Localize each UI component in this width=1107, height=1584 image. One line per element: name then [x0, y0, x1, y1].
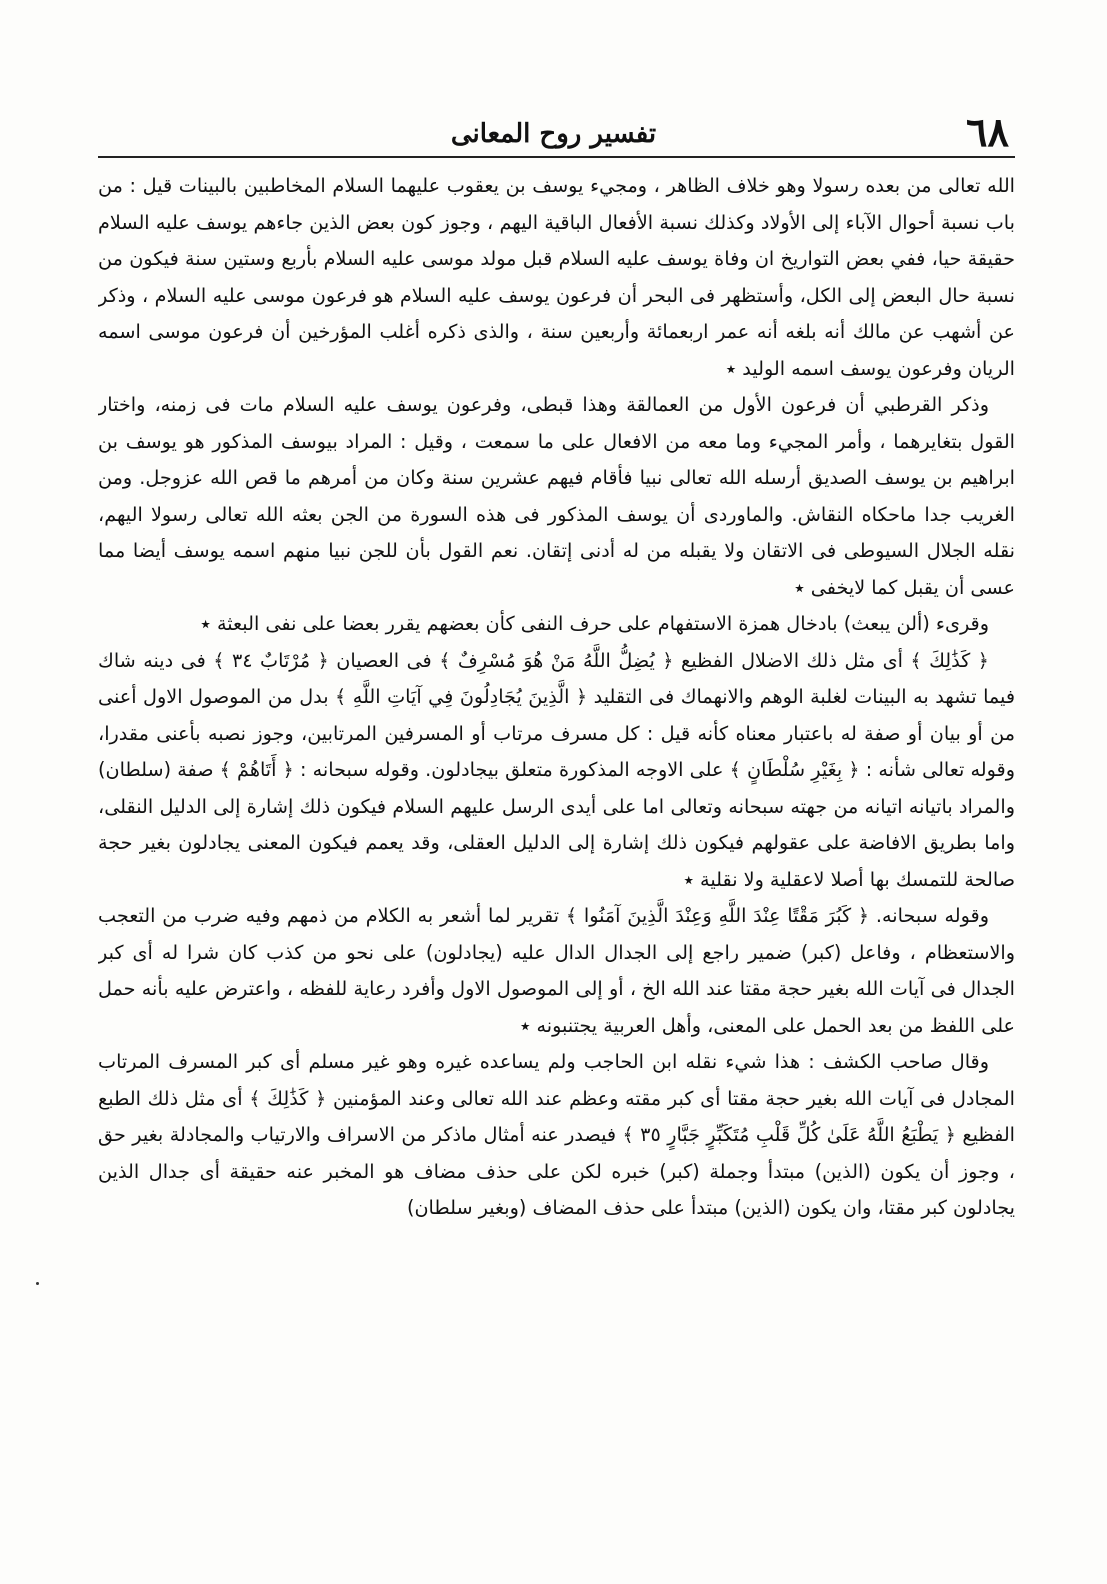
page-body: [98, 168, 1015, 1558]
paragraph: الله تعالى من بعده رسولا وهو خلاف الظاهر ، ومجيء يوسف بن يعقوب عليهما السلام المخاطبين بالبينات قيل : من باب نسبة أحوال الآباء إلى الأولاد وكذلك نسبة الأفعال الباقية اليهم ، وجوز كون بعض الذين جاءهم يوسف عليه السلام حقيقة حيا، ففي بعض التواريخ ان وفاة يوسف عليه السلام قبل مولد موسى عليه السلام بأربع وستين سنة فيكون من نسبة حال البعض إلى الكل، وأستظهر فى البحر أن فرعون يوسف عليه السلام هو فرعون موسى عليه السلام ، وذكر عن أشهب عن مالك أنه بلغه أنه عمر اربعمائة وأربعين سنة ، والذى ذكره أغلب المؤرخين أن فرعون موسى اسمه الريان وفرعون يوسف اسمه الوليد ٭: [98, 174, 1015, 380]
margin-mark: [36, 1282, 39, 1285]
page-header: [98, 110, 1009, 156]
paragraph: وقال صاحب الكشف : هذا شيء نقله ابن الحاجب ولم يساعده غيره وهو غير مسلم أى كبر المسرف المرتاب المجادل فى آيات الله بغير حجة مقتا أى كبر مقته وعظم عند الله تعالى وعند المؤمنين ﴿ كَذَٰلِكَ ﴾ أى مثل ذلك الطبع الفظيع ﴿ يَطْبَعُ اللَّهُ عَلَىٰ كُلِّ قَلْبِ مُتَكَبِّرٍ جَبَّارٍ ٣٥ ﴾ فيصدر عنه أمثال ماذكر من الاسراف والارتياب والمجادلة بغير حق ، وجوز أن يكون (الذين) مبتدأ وجملة (كبر) خبره لكن على حذف مضاف هو المخبر عنه حقيقة أى جدال الذين يجادلون كبر مقتا، وان يكون (الذين) مبتدأ على حذف المضاف (وبغير سلطان): [98, 1050, 1015, 1219]
running-title: تفسير روح المعانى: [450, 119, 657, 149]
paragraph: وقوله سبحانه. ﴿ كَبُرَ مَقْتًا عِنْدَ اللَّهِ وَعِنْدَ الَّذِينَ آمَنُوا ﴾ تقرير لما أشعر به الكلام من ذمهم وفيه ضرب من التعجب والاستعظام ، وفاعل (كبر) ضمير راجع إلى الجدال الدال عليه (يجادلون) على نحو من كذب كان شرا له أى كبر الجدال فى آيات الله بغير حجة مقتا عند الله الخ ، أو إلى الموصول الاول وأفرد رعاية للفظه ، واعترض عليه بأنه حمل على اللفظ من بعد الحمل على المعنى، وأهل العربية يجتنبونه ٭: [98, 904, 1015, 1037]
paragraph: وذكر القرطبي أن فرعون الأول من العمالقة وهذا قبطى، وفرعون يوسف عليه السلام مات فى زمنه، واختار القول بتغايرهما ، وأمر المجيء وما معه من الافعال على ما سمعت ، وقيل : المراد بيوسف المذكور هو يوسف بن ابراهيم بن يوسف الصديق أرسله الله تعالى نبيا فأقام فيهم عشرين سنة وكان من أمرهم ما قص الله عزوجل. ومن الغريب جدا ماحكاه النقاش. والماوردى أن يوسف المذكور فى هذه السورة من الجن بعثه الله تعالى رسولا اليهم، نقله الجلال السيوطى فى الاتقان ولا يقبله من له أدنى إتقان. نعم القول بأن للجن نبيا منهم اسمه يوسف أيضا مما عسى أن يقبل كما لايخفى ٭: [98, 393, 1015, 599]
paragraph: وقرىء (ألن يبعث) بادخال همزة الاستفهام على حرف النفى كأن بعضهم يقرر بعضا على نفى البعثة ٭: [200, 612, 989, 635]
paragraph: ﴿ كَذَٰلِكَ ﴾ أى مثل ذلك الاضلال الفظيع ﴿ يُضِلُّ اللَّهُ مَنْ هُوَ مُسْرِفٌ ﴾ فى العصيان ﴿ مُرْتَابٌ ٣٤ ﴾ فى دينه شاك فيما تشهد به البينات لغلبة الوهم والانهماك فى التقليد ﴿ الَّذِينَ يُجَادِلُونَ فِي آيَاتِ اللَّهِ ﴾ بدل من الموصول الاول أعنى من أو بيان أو صفة له باعتبار معناه كأنه قيل : كل مسرف مرتاب أو المسرفين المرتابين، وجوز نصبه بأعنى مقدرا، وقوله تعالى شأنه : ﴿ بِغَيْرِ سُلْطَانٍ ﴾ على الاوجه المذكورة متعلق بيجادلون. وقوله سبحانه : ﴿ أَتَاهُمْ ﴾ صفة (سلطان) والمراد باتيانه اتيانه من جهته سبحانه وتعالى اما على أيدى الرسل عليهم السلام فيكون ذلك إشارة إلى الدليل النقلى، واما بطريق الافاضة على عقولهم فيكون ذلك إشارة إلى الدليل العقلى، وقد يعمم فيكون المعنى يجادلون بغير حجة صالحة للتمسك بها أصلا لاعقلية ولا نقلية ٭: [98, 648, 1015, 891]
header-rule: [98, 156, 1015, 158]
page-number: ٦٨: [966, 109, 1009, 156]
